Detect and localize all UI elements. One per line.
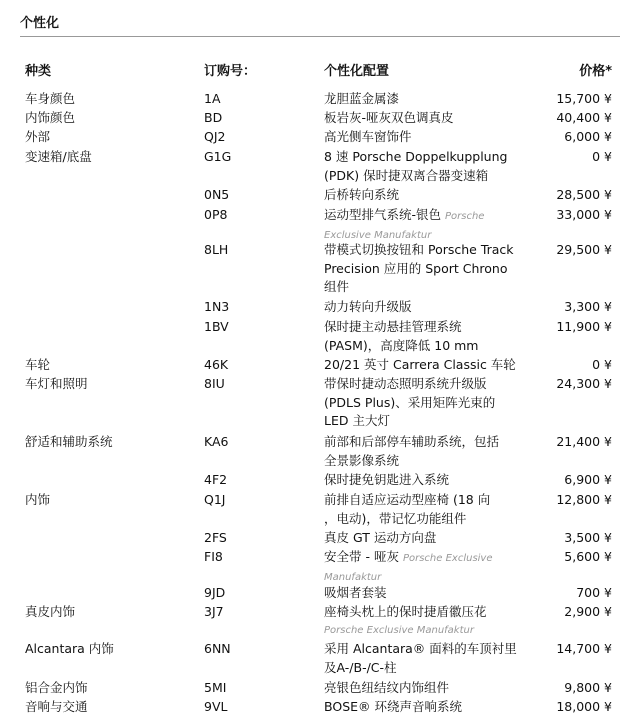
row-price: 29,500 ¥ (556, 242, 612, 257)
row-description: 带保时捷动态照明系统升级版 (PDLS Plus)、采用矩阵光束的 LED 主大灯 (324, 376, 496, 428)
row-description: 高光侧车窗饰件 (324, 129, 412, 144)
row-price: 9,800 ¥ (564, 680, 612, 695)
row-code: Q1J (204, 492, 226, 507)
row-description: 带模式切换按钮和 Porsche Track Precision 应用的 Sport Chrono 组件 (324, 242, 514, 294)
row-code: FI8 (204, 549, 223, 564)
row-description: 后桥转向系统 (324, 187, 400, 202)
row-description: 20/21 英寸 Carrera Classic 车轮 (324, 357, 516, 372)
manufaktur-note: Porsche Exclusive Manufaktur (324, 624, 474, 636)
manufaktur-note: Exclusive Manufaktur (324, 229, 432, 241)
row-category: 内饰颜色 (25, 110, 76, 125)
row-code: BD (204, 110, 223, 125)
row-description: BOSE® 环绕声音响系统 (324, 699, 463, 714)
row-category: 变速箱/底盘 (25, 149, 92, 164)
row-price: 11,900 ¥ (556, 319, 612, 334)
row-description: 板岩灰-哑灰双色调真皮 (324, 110, 454, 125)
row-category: 外部 (25, 129, 51, 144)
manufaktur-note: Manufaktur (324, 571, 382, 583)
row-description: 吸烟者套装 (324, 585, 387, 600)
row-code: 8IU (204, 376, 225, 391)
row-description: 亮银色纽结纹内饰组件 (324, 680, 450, 695)
row-code: 0N5 (204, 187, 230, 202)
row-price: 700 ¥ (576, 585, 612, 600)
row-price: 14,700 ¥ (556, 641, 612, 656)
row-description: 运动型排气系统-银色 Porsche Exclusive Manufaktur (324, 206, 544, 245)
row-description: 8 速 Porsche Doppelkupplung (PDK) 保时捷双离合器变速箱 (324, 149, 508, 183)
row-description: 前排自适应运动型座椅 (18 向 ，电动)，带记忆功能组件 (324, 492, 491, 526)
row-description: 保时捷主动悬挂管理系统 (PASM)，高度降低 10 mm (324, 319, 479, 353)
row-price: 0 ¥ (592, 357, 612, 372)
header-order-number: 订购号： (204, 64, 257, 79)
row-price: 15,700 ¥ (556, 91, 612, 106)
row-description: 龙胆蓝金属漆 (324, 91, 400, 106)
row-category: 车身颜色 (25, 91, 76, 106)
row-price: 3,300 ¥ (564, 299, 612, 314)
row-price: 3,500 ¥ (564, 530, 612, 545)
row-price: 0 ¥ (592, 149, 612, 164)
row-price: 5,600 ¥ (564, 549, 612, 564)
row-price: 18,000 ¥ (556, 699, 612, 714)
row-category: 车灯和照明 (25, 376, 88, 391)
row-category: 车轮 (25, 357, 51, 372)
page-title: 个性化 (20, 16, 60, 31)
manufaktur-note: Porsche (445, 211, 485, 222)
row-code: 46K (204, 357, 229, 372)
row-code: 3J7 (204, 604, 224, 619)
row-code: 4F2 (204, 472, 228, 487)
row-category: Alcantara 内饰 (25, 641, 114, 656)
row-description: 采用 Alcantara® 面料的车顶衬里 及A-/B-/C-柱 (324, 641, 517, 675)
row-description: 前部和后部停车辅助系统，包括 全景影像系统 (324, 434, 500, 468)
row-category: 真皮内饰 (25, 604, 76, 619)
header-category: 种类 (25, 64, 52, 79)
row-code: 1N3 (204, 299, 230, 314)
row-code: 6NN (204, 641, 231, 656)
row-category: 音响与交通 (25, 699, 88, 714)
row-code: 8LH (204, 242, 229, 257)
row-price: 21,400 ¥ (556, 434, 612, 449)
row-category: 内饰 (25, 492, 51, 507)
header-configuration: 个性化配置 (324, 64, 390, 79)
row-price: 12,800 ¥ (556, 492, 612, 507)
row-code: QJ2 (204, 129, 226, 144)
row-price: 40,400 ¥ (556, 110, 612, 125)
row-description: 座椅头枕上的保时捷盾徽压花 Porsche Exclusive Manufaktur (324, 603, 544, 640)
row-code: 9JD (204, 585, 226, 600)
header-price: 价格* (579, 64, 612, 79)
row-code: 0P8 (204, 207, 228, 222)
row-category: 舒适和辅助系统 (25, 434, 113, 449)
row-price: 6,000 ¥ (564, 129, 612, 144)
row-code: 1BV (204, 319, 229, 334)
row-description: 真皮 GT 运动方向盘 (324, 530, 437, 545)
row-code: KA6 (204, 434, 229, 449)
row-category: 铝合金内饰 (25, 680, 88, 695)
row-code: 9VL (204, 699, 228, 714)
manufaktur-note: Porsche Exclusive (402, 553, 493, 564)
row-description: 安全带 - 哑灰 Porsche Exclusive Manufaktur (324, 548, 544, 587)
row-description: 动力转向升级版 (324, 299, 412, 314)
row-code: 5MI (204, 680, 227, 695)
row-code: 1A (204, 91, 221, 106)
title-divider (20, 36, 620, 37)
row-code: G1G (204, 149, 232, 164)
row-price: 33,000 ¥ (556, 207, 612, 222)
row-price: 28,500 ¥ (556, 187, 612, 202)
row-code: 2FS (204, 530, 227, 545)
row-price: 24,300 ¥ (556, 376, 612, 391)
row-price: 2,900 ¥ (564, 604, 612, 619)
row-price: 6,900 ¥ (564, 472, 612, 487)
row-description: 保时捷免钥匙进入系统 (324, 472, 450, 487)
